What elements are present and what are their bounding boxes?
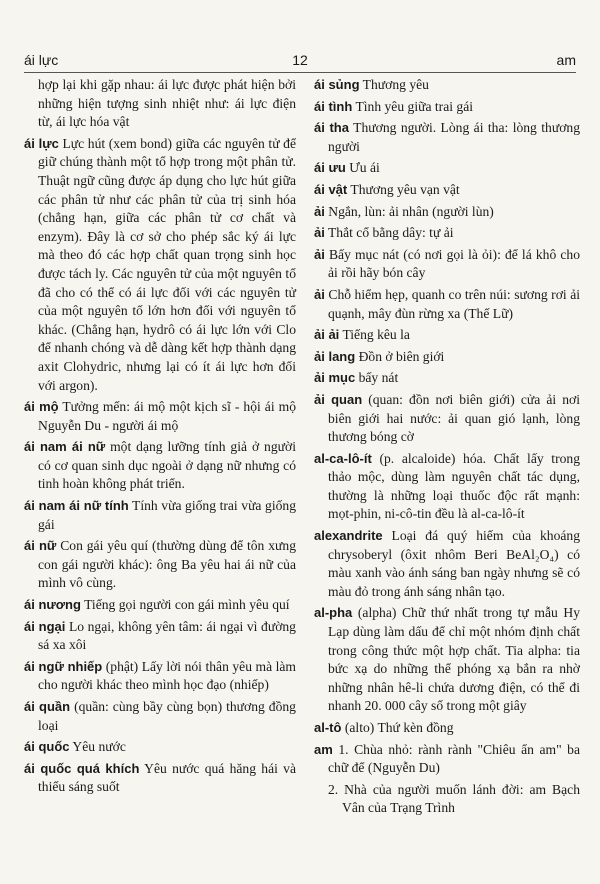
entry-definition: Tiếng gọi người con gái mình yêu quí — [84, 597, 290, 613]
dictionary-entry — [24, 738, 296, 757]
dictionary-entry — [24, 537, 296, 593]
entry-definition: (quan: đồn nơi biên giới) cửa ải nơi biên giới hai nước: ải quan gió lạnh, lòng thương bóng cờ — [328, 391, 580, 445]
dictionary-entry — [24, 497, 296, 534]
right-column — [314, 76, 580, 821]
entry-definition: (alpha) Chữ thứ nhất trong tự mẫu Hy Lạp dùng làm dấu để chỉ một nhóm định chất trong công thức một hợp chất. Tia alpha: tia bức xạ do những thể phóng xạ bắn ra nhờ những nhân hê-li chứa dương điện, có thể đi nhanh 20. 000 cây số trong một giây — [328, 605, 581, 714]
entry-definition: bấy nát — [358, 370, 399, 386]
page-header — [24, 52, 576, 70]
page-number: 12 — [292, 52, 308, 68]
entry-definition: Bấy mục nát (có nơi gọi là ỏi): để lá khô cho ải rồi hãy bón cây — [328, 246, 580, 281]
dictionary-entry — [24, 618, 296, 655]
entry-headword: ái quốc quá khích — [24, 760, 140, 776]
entry-definition: Thương yêu — [362, 77, 429, 92]
entry-headword: ải — [314, 246, 325, 262]
dictionary-entry — [24, 135, 296, 395]
entry-headword: ải quan — [314, 391, 363, 407]
entry-definition: Lực hút (xem bond) giữa các nguyên tử để giữ chúng thành một tổ hợp trong một phân tử. Thuật ngữ cũng được áp dụng cho lực hút giữa các phân tử như các phân tử của trị sinh hóa (chẳng hạn, giữa các phân tử cơ chất và enzym). Đây là cơ sở cho phép sắc ký ái lực mà theo đó các hợp chất quan trọng sinh học được tách ly. Các nguyên tử của một nguyên tố đã cho có thể có ái lực đối với các nguyên tử của một nguyên tố lớn hơn đối với nguyên tố khác. (Chẳng hạn, hydrô có ái lực lớn với Clo để nhanh chóng và dễ dàng kết hợp thành dạng axit Clohydric, nhưng lại có ít ái lực hơn đối với argon). — [38, 135, 296, 393]
dictionary-entry — [314, 391, 580, 447]
dictionary-entry — [24, 658, 296, 695]
entry-definition: 2. Nhà của người muốn lánh đời: am Bạch Vân của Trạng Trình — [328, 781, 580, 816]
entry-headword: ái sủng — [314, 77, 360, 92]
entry-headword: am — [314, 741, 333, 757]
entry-headword: ái lực — [24, 135, 59, 151]
header-last-word: am — [556, 52, 576, 68]
dictionary-entry — [314, 224, 580, 243]
entry-headword: ái ưu — [314, 160, 346, 176]
dictionary-entry — [24, 438, 296, 494]
entry-definition: Tiếng kêu la — [342, 327, 410, 343]
entry-headword: ải ải — [314, 327, 340, 343]
dictionary-entry — [314, 369, 580, 388]
entry-definition: Ngắn, lùn: ải nhân (người lùn) — [328, 203, 494, 219]
entry-definition: Con gái yêu quí (thường dùng để tôn xưng con gái người khác): ông Ba yêu hai ái nữ của mình vô cùng. — [38, 538, 296, 591]
header-first-word: ái lực — [24, 52, 59, 68]
entry-definition: Tưởng mến: ái mộ một kịch sĩ - hội ái mộ Nguyễn Du - người ái mộ — [38, 399, 297, 433]
dictionary-entry — [314, 76, 580, 95]
entry-definition: (quần: cùng bầy cùng bọn) thương đồng loại — [38, 699, 296, 733]
entry-headword: ái nam ái nữ — [24, 439, 106, 455]
entry-definition: Thắt cổ bằng dây: tự ải — [328, 225, 454, 241]
entry-definition: Tình yêu giữa trai gái — [355, 98, 474, 114]
entry-headword: ái ngữ nhiếp — [24, 658, 103, 674]
entry-definition: (alto) Thứ kèn đồng — [344, 720, 454, 735]
entry-definition: 1. Chùa nhỏ: rành rành "Chiêu ẩn am" ba chữ để (Nguyễn Du) — [328, 741, 580, 776]
entry-headword: ải — [314, 286, 325, 302]
entry-headword: ải mục — [314, 370, 356, 386]
entry-headword: ái vật — [314, 181, 348, 197]
entry-headword: al-tô — [314, 720, 342, 735]
dictionary-entry — [314, 203, 580, 222]
entry-headword: ải — [314, 203, 325, 219]
entry-definition: Tính vừa giống trai vừa giống gái — [38, 498, 296, 532]
entry-headword: ái quốc — [24, 739, 70, 755]
left-column — [24, 76, 296, 800]
dictionary-entry — [314, 119, 580, 156]
entry-headword: ái nam ái nữ tính — [24, 498, 129, 514]
dictionary-entry — [314, 527, 580, 601]
dictionary-entry — [24, 76, 296, 132]
entry-headword: al-ca-lô-ít — [314, 450, 372, 466]
entry-headword: ải — [314, 225, 325, 241]
dictionary-entry — [314, 246, 580, 283]
dictionary-entry — [24, 760, 296, 797]
entry-definition: Lo ngại, không yên tâm: ái ngại vì đường sá xa xôi — [38, 618, 296, 653]
dictionary-entry — [314, 348, 580, 367]
entry-definition: (phật) Lấy lời nói thân yêu mà làm cho người khác theo mình học đạo (nhiếp) — [38, 658, 296, 693]
dictionary-entry — [314, 98, 580, 117]
entry-headword: al-pha — [314, 605, 353, 621]
entry-headword: alexandrite — [314, 528, 383, 544]
dictionary-entry — [314, 159, 580, 178]
entry-definition: hợp lại khi gặp nhau: ái lực được phát hiện bởi những hiện tượng sinh nhiệt như: ái lực điện từ, ái lực hóa vật — [38, 77, 296, 130]
entry-definition: Yêu nước — [72, 739, 126, 755]
entry-headword: ái tình — [314, 98, 353, 114]
entry-headword: ái nữ — [24, 538, 57, 554]
dictionary-entry — [314, 781, 580, 818]
dictionary-entry — [314, 450, 580, 524]
entry-headword: ái mộ — [24, 399, 59, 415]
entry-definition: (p. alcaloide) hóa. Chất lấy trong thảo mộc, dùng làm nguyên chất tác dụng, thường là những loại thuốc độc rất mạnh: mọt-phin, ni-cô-tin đều là al-ca-lô-ít — [328, 450, 580, 522]
dictionary-entry — [314, 719, 580, 738]
dictionary-entry — [314, 604, 580, 716]
dictionary-entry — [314, 286, 580, 323]
dictionary-entry — [314, 741, 580, 778]
entry-definition: Loại đá quý hiếm của khoáng chrysoberyl (ôxit nhôm Beri BeAl₂O₄) có màu xanh vào ánh sáng ban ngày nhưng sẽ có màu đỏ trong ánh sáng nhân tạo. — [328, 528, 580, 599]
entry-definition: Thương người. Lòng ái tha: lòng thương người — [328, 120, 580, 154]
entry-headword: ái quần — [24, 699, 71, 714]
entry-definition: Yêu nước quá hăng hái và thiếu sáng suốt — [38, 760, 296, 795]
entry-definition: Chỗ hiểm hẹp, quanh co trên núi: sương rơi ải quạnh, mây đùn rừng xa (Thế Lữ) — [328, 286, 581, 321]
entry-definition: một dạng lưỡng tính giả ở người có cơ quan sinh dục ngoài ở dạng nữ nhưng có tinh hoàn không phát triển. — [38, 439, 296, 492]
entry-headword: ái tha — [314, 120, 349, 136]
entry-definition: Đồn ở biên giới — [358, 348, 445, 364]
dictionary-entry — [314, 326, 580, 345]
entry-definition: Ưu ái — [349, 160, 380, 176]
entry-headword: ái ngại — [24, 618, 66, 634]
dictionary-entry — [24, 596, 296, 615]
entry-headword: ái nương — [24, 597, 81, 613]
dictionary-entry — [314, 181, 580, 200]
entry-headword: ải lang — [314, 348, 356, 364]
header-rule — [24, 72, 576, 73]
dictionary-entry — [24, 698, 296, 735]
entry-definition: Thương yêu vạn vật — [350, 181, 460, 197]
dictionary-entry — [24, 398, 296, 435]
